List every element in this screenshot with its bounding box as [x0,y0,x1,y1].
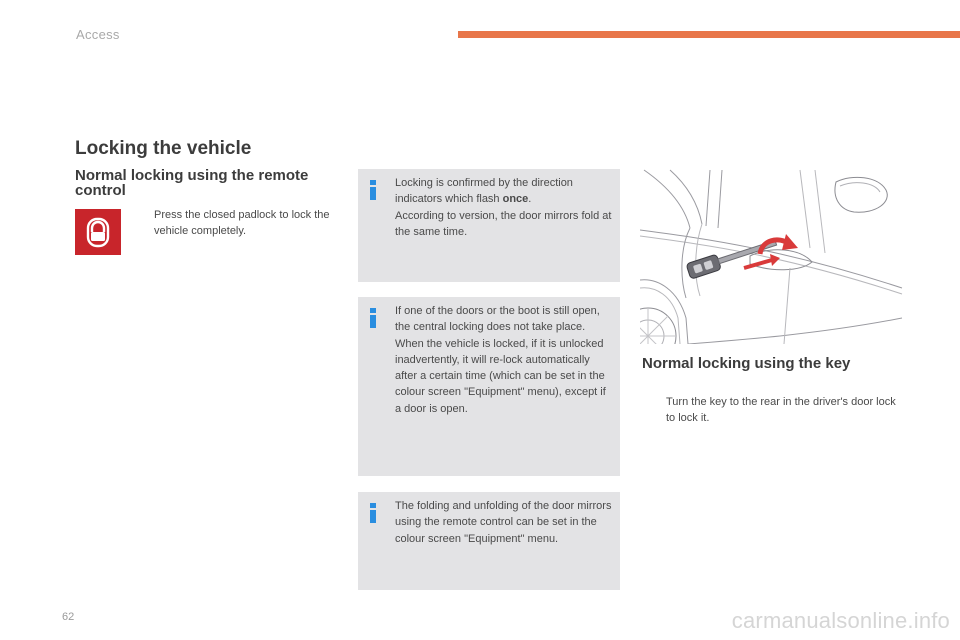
car-door-key-illustration [640,168,905,344]
remote-locking-step [130,207,345,247]
info-paragraph: The folding and unfolding of the door mirrors using the remote control can be set in the colour screen "Equipment" menu. [395,500,612,545]
key-locking-step [642,394,907,434]
info-paragraph: If one of the doors or the boot is still open, the central locking does not take place. [395,305,600,334]
page-title: Locking the vehicle [75,138,252,159]
emphasis-once: once [502,193,529,206]
info-box-mirror-folding [358,492,620,590]
info-box-central-locking [358,297,620,476]
info-paragraph: Locking is confirmed by the direction indicators which flash once. [395,177,573,206]
header-accent-bar [458,31,960,38]
key-locking-title: Normal locking using the key [642,355,851,372]
watermark: carmanualsonline.info [731,608,950,633]
padlock-closed-icon [75,209,121,255]
info-icon [368,180,378,200]
section-label: Access [76,27,120,42]
info-box-text [395,175,613,240]
info-box-confirmation [358,169,620,282]
remote-locking-step-text: Press the closed padlock to lock the vehicle completely. [154,209,330,237]
remote-locking-title: Normal locking using the remote control [75,167,309,199]
info-icon [368,503,378,523]
info-paragraph: According to version, the door mirrors fold at the same time. [395,209,612,238]
info-box-text [395,498,613,547]
info-box-text [395,303,613,417]
info-icon [368,308,378,328]
page-number: 62 [62,611,75,623]
key-locking-step-text: Turn the key to the rear in the driver's door lock to lock it. [666,396,896,424]
info-paragraph: When the vehicle is locked, if it is unlocked inadvertently, it will re-lock automatically after a certain time (which can be set in the colour screen "Equipment" menu), except if a door is open. [395,337,606,415]
